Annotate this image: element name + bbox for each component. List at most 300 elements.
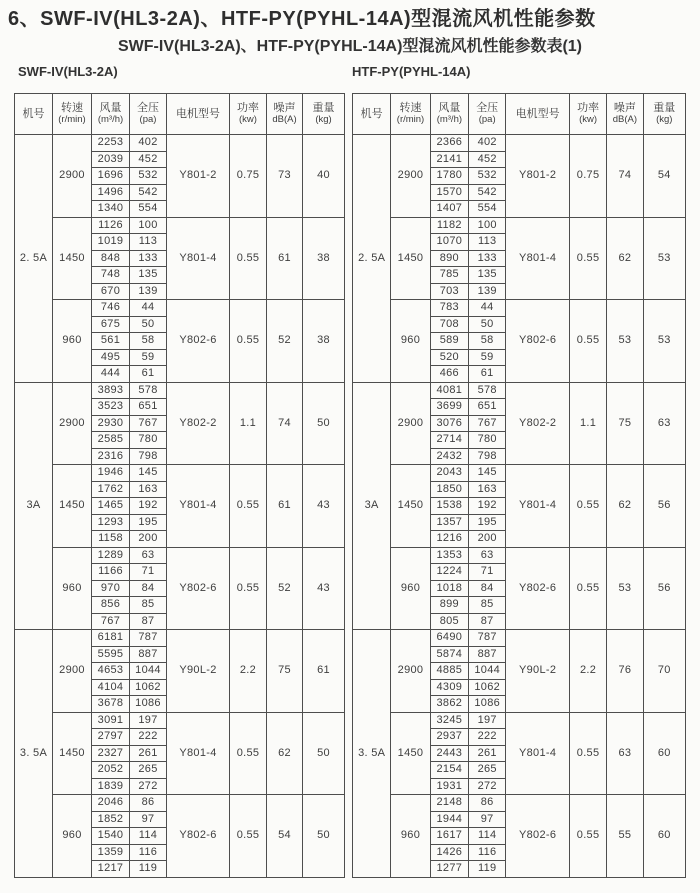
flow-cell: 3678 xyxy=(92,696,130,713)
motor-cell: Y802-2 xyxy=(506,382,570,465)
motor-cell: Y802-6 xyxy=(167,547,230,630)
table-row xyxy=(353,135,686,152)
pressure-cell: 133 xyxy=(469,250,506,267)
noise-cell: 62 xyxy=(607,217,643,300)
pressure-cell: 145 xyxy=(469,465,506,482)
flow-cell: 1696 xyxy=(92,168,130,185)
flow-cell: 5595 xyxy=(92,646,130,663)
speed-cell: 960 xyxy=(53,795,92,878)
flow-cell: 1340 xyxy=(92,201,130,218)
pressure-cell: 532 xyxy=(130,168,167,185)
power-cell: 0.55 xyxy=(569,547,606,630)
weight-cell: 40 xyxy=(303,135,345,218)
flow-cell: 1357 xyxy=(430,514,468,531)
pressure-cell: 192 xyxy=(469,498,506,515)
weight-cell: 53 xyxy=(643,217,685,300)
column-header xyxy=(430,94,468,135)
speed-cell: 1450 xyxy=(391,217,430,300)
flow-cell: 703 xyxy=(430,283,468,300)
column-header-unit: (kg) xyxy=(315,114,332,126)
motor-cell: Y90L-2 xyxy=(506,630,570,713)
flow-cell: 2316 xyxy=(92,448,130,465)
pressure-cell: 542 xyxy=(469,184,506,201)
pressure-cell: 780 xyxy=(469,432,506,449)
flow-cell: 6181 xyxy=(92,630,130,647)
weight-cell: 43 xyxy=(303,547,345,630)
pressure-cell: 261 xyxy=(469,745,506,762)
flow-cell: 2443 xyxy=(430,745,468,762)
pressure-cell: 651 xyxy=(130,399,167,416)
flow-cell: 2585 xyxy=(92,432,130,449)
document-page xyxy=(0,6,700,893)
flow-cell: 4885 xyxy=(430,663,468,680)
pressure-cell: 554 xyxy=(469,201,506,218)
pressure-cell: 116 xyxy=(469,844,506,861)
speed-cell: 960 xyxy=(53,547,92,630)
flow-cell: 1158 xyxy=(92,531,130,548)
flow-cell: 746 xyxy=(92,300,130,317)
column-header-unit: (m³/h) xyxy=(436,114,463,126)
flow-cell: 1540 xyxy=(92,828,130,845)
table-row xyxy=(353,465,686,482)
params-table-swf xyxy=(14,93,345,878)
pressure-cell: 86 xyxy=(130,795,167,812)
model-cell: 3A xyxy=(15,382,53,630)
pressure-cell: 85 xyxy=(130,597,167,614)
pressure-cell: 163 xyxy=(469,481,506,498)
pressure-cell: 139 xyxy=(130,283,167,300)
column-header xyxy=(130,94,167,135)
noise-cell: 75 xyxy=(607,382,643,465)
table-row xyxy=(353,712,686,729)
power-cell: 1.1 xyxy=(569,382,606,465)
speed-cell: 2900 xyxy=(391,135,430,218)
pressure-cell: 71 xyxy=(130,564,167,581)
speed-cell: 1450 xyxy=(391,465,430,548)
motor-cell: Y802-6 xyxy=(506,795,570,878)
pressure-cell: 1086 xyxy=(130,696,167,713)
flow-cell: 848 xyxy=(92,250,130,267)
flow-cell: 783 xyxy=(430,300,468,317)
motor-cell: Y801-4 xyxy=(506,217,570,300)
speed-cell: 2900 xyxy=(53,135,92,218)
flow-cell: 1353 xyxy=(430,547,468,564)
pressure-cell: 71 xyxy=(469,564,506,581)
pressure-cell: 272 xyxy=(469,778,506,795)
flow-cell: 890 xyxy=(430,250,468,267)
column-header-label: 重量 xyxy=(312,102,335,115)
caption-swf: SWF-IV(HL3-2A) xyxy=(18,64,118,79)
pressure-cell: 44 xyxy=(130,300,167,317)
motor-cell: Y801-4 xyxy=(167,217,230,300)
pressure-cell: 139 xyxy=(469,283,506,300)
motor-cell: Y802-6 xyxy=(167,300,230,383)
flow-cell: 2253 xyxy=(92,135,130,152)
column-header-label: 机号 xyxy=(360,107,383,120)
speed-cell: 2900 xyxy=(391,382,430,465)
flow-cell: 2937 xyxy=(430,729,468,746)
speed-cell: 1450 xyxy=(53,465,92,548)
flow-cell: 1426 xyxy=(430,844,468,861)
pressure-cell: 163 xyxy=(130,481,167,498)
noise-cell: 55 xyxy=(607,795,643,878)
pressure-cell: 84 xyxy=(130,580,167,597)
flow-cell: 1166 xyxy=(92,564,130,581)
pressure-cell: 195 xyxy=(130,514,167,531)
pressure-cell: 50 xyxy=(469,316,506,333)
pressure-cell: 887 xyxy=(130,646,167,663)
noise-cell: 75 xyxy=(267,630,303,713)
flow-cell: 856 xyxy=(92,597,130,614)
pressure-cell: 542 xyxy=(130,184,167,201)
weight-cell: 50 xyxy=(303,712,345,795)
pressure-cell: 97 xyxy=(469,811,506,828)
pressure-cell: 63 xyxy=(130,547,167,564)
column-header xyxy=(353,94,391,135)
pressure-cell: 222 xyxy=(469,729,506,746)
pressure-cell: 200 xyxy=(469,531,506,548)
column-header-unit: (kg) xyxy=(656,114,673,126)
column-header-label: 重量 xyxy=(653,102,676,115)
flow-cell: 805 xyxy=(430,613,468,630)
flow-cell: 1019 xyxy=(92,234,130,251)
flow-cell: 1289 xyxy=(92,547,130,564)
pressure-cell: 787 xyxy=(469,630,506,647)
power-cell: 0.55 xyxy=(230,300,267,383)
pressure-cell: 798 xyxy=(469,448,506,465)
power-cell: 0.55 xyxy=(230,217,267,300)
flow-cell: 785 xyxy=(430,267,468,284)
pressure-cell: 116 xyxy=(130,844,167,861)
weight-cell: 50 xyxy=(303,382,345,465)
flow-cell: 2046 xyxy=(92,795,130,812)
weight-cell: 63 xyxy=(643,382,685,465)
power-cell: 2.2 xyxy=(230,630,267,713)
flow-cell: 589 xyxy=(430,333,468,350)
weight-cell: 38 xyxy=(303,217,345,300)
column-header-unit: dB(A) xyxy=(272,114,297,126)
flow-cell: 1293 xyxy=(92,514,130,531)
table-row xyxy=(353,795,686,812)
power-cell: 0.55 xyxy=(569,300,606,383)
column-header-label: 功率 xyxy=(577,102,600,115)
power-cell: 0.55 xyxy=(230,465,267,548)
noise-cell: 74 xyxy=(607,135,643,218)
flow-cell: 1538 xyxy=(430,498,468,515)
pressure-cell: 767 xyxy=(469,415,506,432)
flow-cell: 1944 xyxy=(430,811,468,828)
column-header xyxy=(303,94,345,135)
page-subtitle: SWF-IV(HL3-2A)、HTF-PY(PYHL-14A)型混流风机性能参数表(1) xyxy=(118,38,582,55)
flow-cell: 675 xyxy=(92,316,130,333)
flow-cell: 1224 xyxy=(430,564,468,581)
noise-cell: 54 xyxy=(267,795,303,878)
weight-cell: 50 xyxy=(303,795,345,878)
flow-cell: 2141 xyxy=(430,151,468,168)
table-row xyxy=(353,547,686,564)
table-row xyxy=(15,135,345,152)
speed-cell: 2900 xyxy=(391,630,430,713)
flow-cell: 899 xyxy=(430,597,468,614)
noise-cell: 62 xyxy=(607,465,643,548)
column-header xyxy=(569,94,606,135)
flow-cell: 670 xyxy=(92,283,130,300)
weight-cell: 38 xyxy=(303,300,345,383)
column-header-unit: (r/min) xyxy=(396,114,425,126)
pressure-cell: 265 xyxy=(130,762,167,779)
speed-cell: 1450 xyxy=(391,712,430,795)
flow-cell: 4653 xyxy=(92,663,130,680)
motor-cell: Y802-6 xyxy=(506,547,570,630)
flow-cell: 3862 xyxy=(430,696,468,713)
flow-cell: 2154 xyxy=(430,762,468,779)
pressure-cell: 133 xyxy=(130,250,167,267)
column-header xyxy=(607,94,643,135)
weight-cell: 60 xyxy=(643,712,685,795)
motor-cell: Y801-4 xyxy=(506,465,570,548)
column-header xyxy=(92,94,130,135)
flow-cell: 2366 xyxy=(430,135,468,152)
power-cell: 0.55 xyxy=(569,217,606,300)
column-header xyxy=(391,94,430,135)
flow-cell: 520 xyxy=(430,349,468,366)
motor-cell: Y801-2 xyxy=(167,135,230,218)
speed-cell: 1450 xyxy=(53,712,92,795)
flow-cell: 708 xyxy=(430,316,468,333)
weight-cell: 56 xyxy=(643,465,685,548)
pressure-cell: 222 xyxy=(130,729,167,746)
flow-cell: 2039 xyxy=(92,151,130,168)
flow-cell: 4081 xyxy=(430,382,468,399)
noise-cell: 53 xyxy=(607,547,643,630)
table-row xyxy=(15,382,345,399)
flow-cell: 1217 xyxy=(92,861,130,878)
flow-cell: 3893 xyxy=(92,382,130,399)
column-header-label: 风量 xyxy=(438,102,461,115)
pressure-cell: 86 xyxy=(469,795,506,812)
weight-cell: 43 xyxy=(303,465,345,548)
weight-cell: 61 xyxy=(303,630,345,713)
flow-cell: 1018 xyxy=(430,580,468,597)
flow-cell: 1570 xyxy=(430,184,468,201)
column-header xyxy=(267,94,303,135)
flow-cell: 748 xyxy=(92,267,130,284)
flow-cell: 2432 xyxy=(430,448,468,465)
column-header xyxy=(506,94,570,135)
pressure-cell: 787 xyxy=(130,630,167,647)
noise-cell: 53 xyxy=(607,300,643,383)
pressure-cell: 84 xyxy=(469,580,506,597)
speed-cell: 960 xyxy=(53,300,92,383)
pressure-cell: 272 xyxy=(130,778,167,795)
flow-cell: 970 xyxy=(92,580,130,597)
power-cell: 0.55 xyxy=(230,795,267,878)
motor-cell: Y802-6 xyxy=(506,300,570,383)
pressure-cell: 402 xyxy=(469,135,506,152)
column-header xyxy=(643,94,685,135)
column-header-label: 全压 xyxy=(476,102,499,115)
flow-cell: 4309 xyxy=(430,679,468,696)
flow-cell: 1407 xyxy=(430,201,468,218)
pressure-cell: 532 xyxy=(469,168,506,185)
flow-cell: 6490 xyxy=(430,630,468,647)
table-row xyxy=(353,382,686,399)
table-wrap-swf xyxy=(14,93,344,878)
motor-cell: Y802-6 xyxy=(167,795,230,878)
pressure-cell: 197 xyxy=(469,712,506,729)
flow-cell: 1496 xyxy=(92,184,130,201)
flow-cell: 1277 xyxy=(430,861,468,878)
column-header xyxy=(230,94,267,135)
column-header-label: 电机型号 xyxy=(515,107,560,120)
pressure-cell: 87 xyxy=(469,613,506,630)
pressure-cell: 100 xyxy=(130,217,167,234)
weight-cell: 53 xyxy=(643,300,685,383)
tables-container xyxy=(14,93,686,878)
pressure-cell: 58 xyxy=(469,333,506,350)
power-cell: 0.55 xyxy=(569,795,606,878)
motor-cell: Y801-2 xyxy=(506,135,570,218)
pressure-cell: 59 xyxy=(130,349,167,366)
pressure-cell: 200 xyxy=(130,531,167,548)
pressure-cell: 61 xyxy=(469,366,506,383)
noise-cell: 74 xyxy=(267,382,303,465)
table-row xyxy=(15,217,345,234)
speed-cell: 2900 xyxy=(53,382,92,465)
column-header-label: 转速 xyxy=(61,102,83,115)
speed-cell: 960 xyxy=(391,547,430,630)
pressure-cell: 113 xyxy=(130,234,167,251)
flow-cell: 2930 xyxy=(92,415,130,432)
column-header-unit: (pa) xyxy=(478,114,496,126)
weight-cell: 56 xyxy=(643,547,685,630)
flow-cell: 1617 xyxy=(430,828,468,845)
column-header-label: 电机型号 xyxy=(176,107,220,120)
flow-cell: 1946 xyxy=(92,465,130,482)
noise-cell: 76 xyxy=(607,630,643,713)
speed-cell: 1450 xyxy=(53,217,92,300)
power-cell: 2.2 xyxy=(569,630,606,713)
pressure-cell: 195 xyxy=(469,514,506,531)
pressure-cell: 798 xyxy=(130,448,167,465)
pressure-cell: 58 xyxy=(130,333,167,350)
power-cell: 0.55 xyxy=(569,465,606,548)
flow-cell: 2043 xyxy=(430,465,468,482)
flow-cell: 1182 xyxy=(430,217,468,234)
column-header-unit: (m³/h) xyxy=(97,114,124,126)
pressure-cell: 59 xyxy=(469,349,506,366)
flow-cell: 3076 xyxy=(430,415,468,432)
flow-cell: 1852 xyxy=(92,811,130,828)
column-header-unit: dB(A) xyxy=(612,114,638,126)
flow-cell: 3245 xyxy=(430,712,468,729)
model-cell: 3. 5A xyxy=(353,630,391,878)
page-title: 6、SWF-IV(HL3-2A)、HTF-PY(PYHL-14A)型混流风机性能参数 xyxy=(8,8,596,30)
flow-cell: 1070 xyxy=(430,234,468,251)
column-header-label: 全压 xyxy=(137,102,159,115)
noise-cell: 62 xyxy=(267,712,303,795)
pressure-cell: 135 xyxy=(130,267,167,284)
flow-cell: 1839 xyxy=(92,778,130,795)
params-table-htf xyxy=(352,93,686,878)
table-row xyxy=(353,300,686,317)
pressure-cell: 63 xyxy=(469,547,506,564)
weight-cell: 70 xyxy=(643,630,685,713)
pressure-cell: 192 xyxy=(130,498,167,515)
motor-cell: Y801-4 xyxy=(167,712,230,795)
pressure-cell: 61 xyxy=(130,366,167,383)
table-row xyxy=(15,630,345,647)
flow-cell: 495 xyxy=(92,349,130,366)
noise-cell: 63 xyxy=(607,712,643,795)
table-row xyxy=(15,300,345,317)
column-header-label: 功率 xyxy=(237,102,259,115)
speed-cell: 960 xyxy=(391,300,430,383)
power-cell: 0.55 xyxy=(230,712,267,795)
flow-cell: 1216 xyxy=(430,531,468,548)
flow-cell: 1780 xyxy=(430,168,468,185)
table-row xyxy=(15,795,345,812)
pressure-cell: 100 xyxy=(469,217,506,234)
pressure-cell: 44 xyxy=(469,300,506,317)
column-header-unit: (pa) xyxy=(139,114,157,126)
column-header-label: 机号 xyxy=(22,107,45,120)
flow-cell: 2797 xyxy=(92,729,130,746)
power-cell: 0.55 xyxy=(230,547,267,630)
flow-cell: 5874 xyxy=(430,646,468,663)
pressure-cell: 145 xyxy=(130,465,167,482)
table-captions xyxy=(0,64,700,86)
noise-cell: 52 xyxy=(267,547,303,630)
pressure-cell: 1044 xyxy=(130,663,167,680)
pressure-cell: 767 xyxy=(130,415,167,432)
model-cell: 3. 5A xyxy=(15,630,53,878)
column-header xyxy=(15,94,53,135)
motor-cell: Y90L-2 xyxy=(167,630,230,713)
flow-cell: 1126 xyxy=(92,217,130,234)
pressure-cell: 87 xyxy=(130,613,167,630)
pressure-cell: 780 xyxy=(130,432,167,449)
pressure-cell: 402 xyxy=(130,135,167,152)
pressure-cell: 452 xyxy=(130,151,167,168)
column-header xyxy=(53,94,92,135)
pressure-cell: 85 xyxy=(469,597,506,614)
pressure-cell: 114 xyxy=(469,828,506,845)
pressure-cell: 887 xyxy=(469,646,506,663)
model-cell: 2. 5A xyxy=(15,135,53,383)
column-header-label: 噪声 xyxy=(613,102,636,115)
table-row xyxy=(353,217,686,234)
speed-cell: 960 xyxy=(391,795,430,878)
power-cell: 1.1 xyxy=(230,382,267,465)
pressure-cell: 578 xyxy=(130,382,167,399)
pressure-cell: 651 xyxy=(469,399,506,416)
column-header-unit: (kw) xyxy=(239,114,257,126)
flow-cell: 1931 xyxy=(430,778,468,795)
flow-cell: 1359 xyxy=(92,844,130,861)
table-row xyxy=(15,547,345,564)
column-header-unit: (kw) xyxy=(579,114,598,126)
power-cell: 0.75 xyxy=(569,135,606,218)
pressure-cell: 554 xyxy=(130,201,167,218)
flow-cell: 3091 xyxy=(92,712,130,729)
caption-htf: HTF-PY(PYHL-14A) xyxy=(352,64,471,79)
pressure-cell: 113 xyxy=(469,234,506,251)
weight-cell: 54 xyxy=(643,135,685,218)
table-row xyxy=(353,630,686,647)
pressure-cell: 265 xyxy=(469,762,506,779)
power-cell: 0.55 xyxy=(569,712,606,795)
